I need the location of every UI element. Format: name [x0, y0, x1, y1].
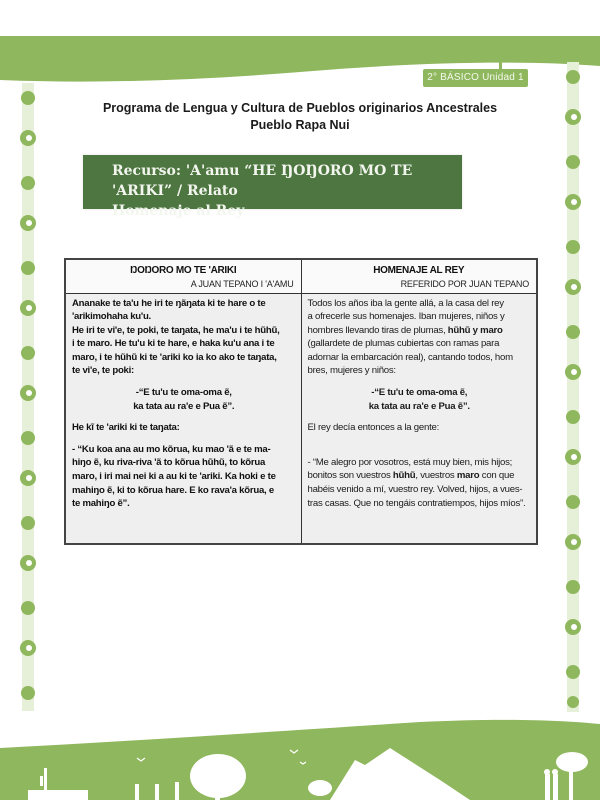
text-line: tras casas. Que no tengáis contratiempos, hijos míos”.	[307, 497, 526, 509]
spanish-story-credit: REFERIDO POR JUAN TEPANO	[400, 279, 529, 289]
text-line: hiŋo ẽ, ku riva-riva 'ã to kõrua hũhũ, to kõrua	[72, 457, 266, 469]
text-line: Ananake te ta'u he iri te ŋãŋata ki te hare o te	[72, 297, 266, 309]
text-line: i te maro. He tu'u ki te hare, e haka ku'u ana i te	[72, 338, 275, 350]
spanish-paragraph-3	[308, 456, 532, 510]
resource-title-line2: Homenaje al Rey	[112, 203, 245, 219]
table-header-row	[65, 259, 537, 293]
bold-term: hũhũ	[447, 324, 471, 336]
text-fragment: bonitos son vuestros	[307, 470, 393, 482]
text-line: - “Me alegro por vosotros, está muy bien, mis hijos;	[307, 456, 513, 468]
bold-term: hũhũ	[392, 470, 416, 482]
text-line: adornar la embarcación real), cantando todos, hom	[307, 351, 513, 363]
left-header-cell	[65, 259, 301, 293]
bold-term: maro	[456, 470, 480, 482]
text-line: (gallardete de plumas cubiertas con ramas para	[307, 338, 500, 350]
document-header	[60, 100, 540, 134]
left-rapanui-pattern-border	[18, 83, 38, 711]
rapanui-paragraph-2: He kĩ te 'ariki ki te taŋata:	[72, 422, 180, 434]
bold-term: maro	[480, 324, 503, 336]
bottom-landscape-band	[0, 700, 600, 800]
bold-term: y	[472, 324, 478, 336]
table-body-row	[65, 293, 537, 544]
song-line: -“E tu'u te oma-oma ẽ,	[135, 387, 232, 399]
grade-unit-tag: 2° BÁSICO Unidad 1	[423, 69, 528, 87]
spanish-story-title: HOMENAJE AL REY	[373, 265, 465, 276]
text-line: maro, i te hũhũ ki te 'ariki ko ia ko ako te taŋata,	[72, 351, 277, 363]
text-line: Todos los años iba la gente allá, a la casa del rey	[307, 297, 504, 309]
rapanui-story-title: ŊOŊORO MO TE 'ARIKI	[130, 265, 237, 276]
text-line: mahiŋo ẽ, ki to kõrua hare. E ko rava'a kõrua, e	[72, 484, 274, 496]
text-line	[308, 324, 532, 338]
text-line: a ofrecerle sus homenajes. Iban mujeres, niños y	[307, 311, 505, 323]
resource-title-line1: Recurso: 'A'amu “HE ŊOŊORO MO TE 'ARIKI” / Relato	[112, 163, 413, 199]
spanish-paragraph-1	[308, 297, 532, 379]
rapanui-story-credit: A JUAN TEPANO I 'A'AMU	[190, 279, 294, 289]
text-line: - “Ku koa ana au mo kõrua, ku mao 'ã e te ma-	[72, 443, 271, 455]
rapanui-song	[72, 386, 296, 413]
song-line: ka tata au ra'e e Pua ẽ”.	[368, 400, 470, 412]
text-line	[308, 469, 532, 483]
people-title: Pueblo Rapa Nui	[250, 118, 350, 132]
text-line: maro, i iri mai nei ki a au ki te 'ariki. Ka hoki e te	[72, 471, 276, 483]
text-line: habéis venido a mí, vuestro rey. Volved, hijos, a vues-	[307, 484, 523, 496]
right-header-cell	[301, 259, 537, 293]
right-rapanui-pattern-border	[563, 62, 583, 712]
text-line: He iri te vi'e, te poki, te taŋata, he ma'u i te hũhũ,	[72, 324, 280, 336]
song-line: -“E tu'u te oma-oma ẽ,	[371, 387, 468, 399]
program-title: Programa de Lengua y Cultura de Pueblos originarios Ancestrales	[102, 101, 498, 115]
rapanui-text-cell	[65, 293, 301, 544]
text-fragment: , vuestros	[415, 470, 457, 482]
song-line: ka tata au ra'e e Pua ẽ”.	[133, 400, 235, 412]
text-fragment: hombres llevando tiras de plumas,	[307, 324, 448, 336]
rapanui-paragraph-1	[72, 297, 296, 379]
rapanui-paragraph-3	[72, 443, 296, 511]
text-line: bres, mujeres y niños:	[307, 365, 396, 377]
spanish-text-cell	[301, 293, 537, 544]
resource-title-banner	[83, 155, 462, 219]
bilingual-story-table	[64, 258, 538, 545]
text-line: te mahiŋo ẽ”.	[72, 498, 130, 510]
text-line: 'arikimohaha ku'u.	[72, 311, 151, 323]
text-fragment: con que	[479, 470, 515, 482]
text-line: te vi'e, te poki:	[72, 365, 135, 377]
spanish-song	[308, 386, 532, 413]
spanish-paragraph-2: El rey decía entonces a la gente:	[307, 422, 439, 434]
